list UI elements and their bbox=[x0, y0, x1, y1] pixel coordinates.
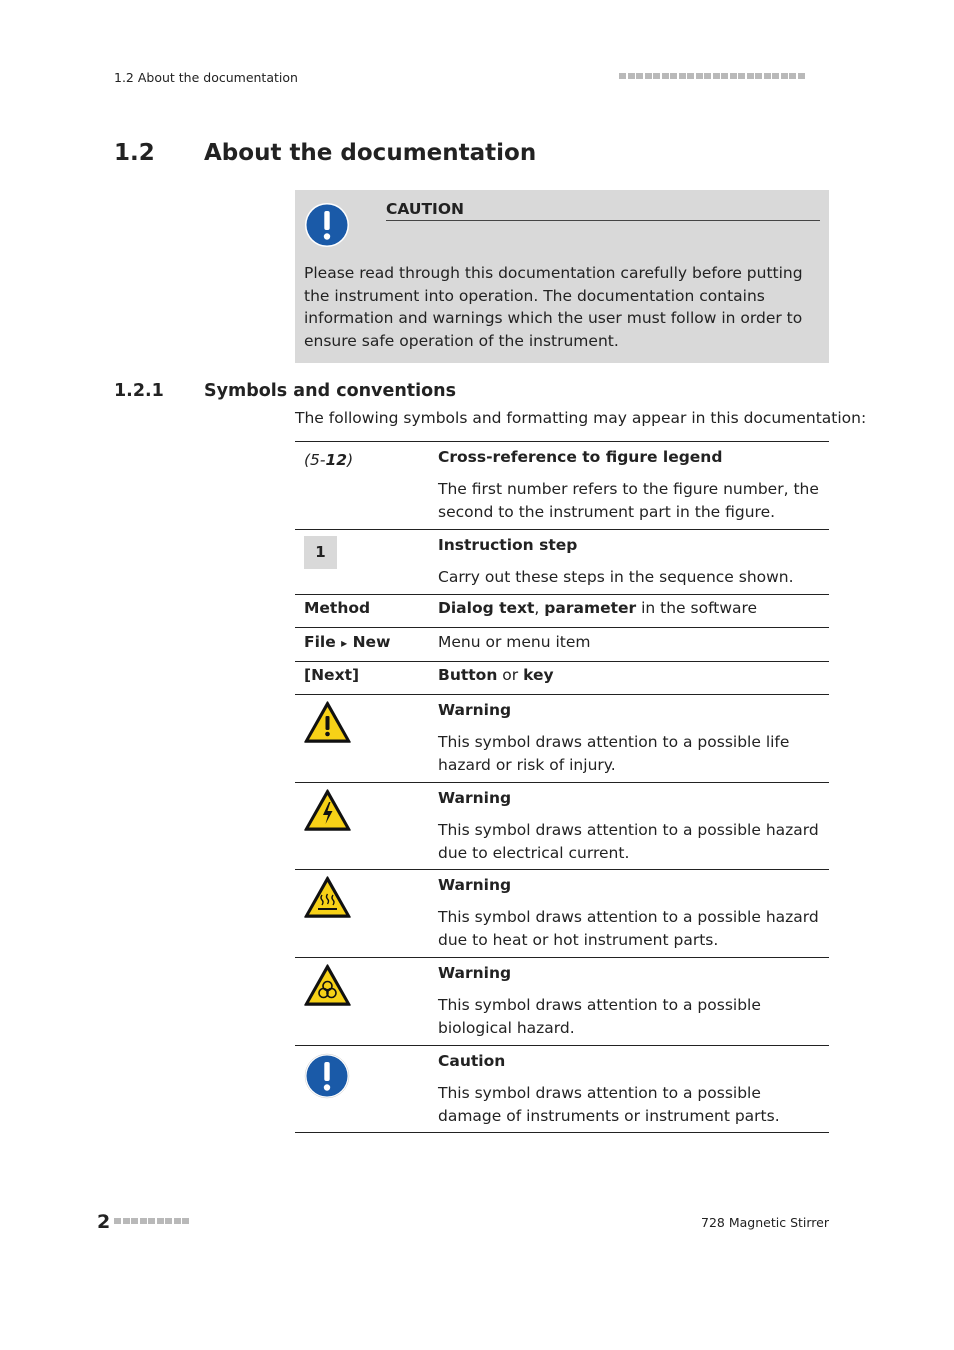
decor-square bbox=[772, 73, 779, 79]
row-title: Instruction step bbox=[438, 536, 578, 554]
decor-square bbox=[653, 73, 660, 79]
product-name: 728 Magnetic Stirrer bbox=[701, 1215, 829, 1230]
row-description: Carry out these steps in the sequence shown. bbox=[438, 568, 794, 586]
subsection-number: 1.2.1 bbox=[114, 381, 164, 401]
decor-square bbox=[679, 73, 686, 79]
intro-text: The following symbols and formatting may appear in this documentation: bbox=[295, 409, 867, 427]
row-description: Menu or menu item bbox=[438, 633, 591, 651]
row-title: Warning bbox=[438, 701, 512, 719]
row-title: Caution bbox=[438, 1052, 506, 1070]
caution-title: CAUTION bbox=[386, 200, 820, 221]
separator: , bbox=[534, 599, 545, 617]
method-label: Method bbox=[304, 599, 371, 617]
decor-square bbox=[123, 1218, 130, 1224]
method-rest: in the software bbox=[636, 599, 758, 617]
decor-square bbox=[764, 73, 771, 79]
decor-square bbox=[704, 73, 711, 79]
menu-file: File bbox=[304, 633, 336, 651]
xref-example bbox=[304, 451, 353, 469]
table-row-warning-electrical bbox=[295, 783, 829, 870]
step-number-badge: 1 bbox=[304, 536, 337, 569]
conventions-table bbox=[295, 441, 829, 1133]
row-description: This symbol draws attention to a possible hazard due to electrical current. bbox=[438, 821, 819, 862]
decor-square bbox=[670, 73, 677, 79]
row-description: This symbol draws attention to a possible damage of instruments or instrument parts. bbox=[438, 1084, 780, 1125]
row-description: This symbol draws attention to a possible life hazard or risk of injury. bbox=[438, 733, 790, 774]
decor-square bbox=[114, 1218, 121, 1224]
caution-exclamation-icon bbox=[304, 1053, 350, 1099]
menu-example bbox=[304, 633, 390, 651]
decor-square bbox=[131, 1218, 138, 1224]
row-title: Warning bbox=[438, 789, 512, 807]
decor-square bbox=[755, 73, 762, 79]
table-row-menu bbox=[295, 628, 829, 662]
header-decoration bbox=[619, 73, 829, 81]
running-header: 1.2 About the documentation bbox=[114, 70, 298, 85]
subsection-title: Symbols and conventions bbox=[204, 381, 457, 401]
section-title: About the documentation bbox=[204, 140, 537, 166]
decor-square bbox=[645, 73, 652, 79]
decor-square bbox=[747, 73, 754, 79]
hot-surface-icon bbox=[304, 876, 351, 918]
row-description: The first number refers to the figure number, the second to the instrument part in the figure. bbox=[438, 480, 819, 521]
decor-square bbox=[721, 73, 728, 79]
table-row-method bbox=[295, 595, 829, 628]
table-row-warning-heat bbox=[295, 870, 829, 958]
button-example: [Next] bbox=[304, 666, 360, 684]
xref-prefix: (5- bbox=[304, 451, 326, 469]
table-row-caution bbox=[295, 1046, 829, 1133]
decor-square bbox=[696, 73, 703, 79]
row-title: Cross-reference to figure legend bbox=[438, 448, 723, 466]
row-title: Warning bbox=[438, 876, 512, 894]
decor-square bbox=[148, 1218, 155, 1224]
section-number: 1.2 bbox=[114, 140, 155, 166]
decor-square bbox=[789, 73, 796, 79]
xref-suffix: ) bbox=[347, 451, 354, 469]
footer-decoration bbox=[114, 1218, 191, 1237]
decor-square bbox=[174, 1218, 181, 1224]
decor-square bbox=[662, 73, 669, 79]
row-title: Warning bbox=[438, 964, 512, 982]
or-word: or bbox=[497, 666, 524, 684]
parameter-example: parameter bbox=[544, 599, 637, 617]
decor-square bbox=[619, 73, 626, 79]
biohazard-icon bbox=[304, 964, 351, 1006]
row-description: This symbol draws attention to a possible biological hazard. bbox=[438, 996, 761, 1037]
key-word: key bbox=[523, 666, 554, 684]
electrical-hazard-icon bbox=[304, 789, 351, 831]
row-description: This symbol draws attention to a possible hazard due to heat or hot instrument parts. bbox=[438, 908, 819, 949]
decor-square bbox=[798, 73, 805, 79]
caution-text: Please read through this documentation carefully before putting the instrument into operation. The documentation contains information and warnings which the user must follow in order to ensure safe operation of the instrument. bbox=[304, 264, 803, 350]
decor-square bbox=[628, 73, 635, 79]
decor-square bbox=[182, 1218, 189, 1224]
table-row-step bbox=[295, 530, 829, 595]
decor-square bbox=[157, 1218, 164, 1224]
decor-square bbox=[165, 1218, 172, 1224]
table-row-xref bbox=[295, 442, 829, 530]
decor-square bbox=[713, 73, 720, 79]
caution-exclamation-icon bbox=[304, 202, 350, 248]
dialog-text-example: Dialog text bbox=[438, 599, 535, 617]
decor-square bbox=[687, 73, 694, 79]
menu-new: New bbox=[352, 633, 391, 651]
menu-arrow-icon: ▸ bbox=[341, 636, 348, 650]
decor-square bbox=[730, 73, 737, 79]
table-row-warning-bio bbox=[295, 958, 829, 1046]
decor-square bbox=[738, 73, 745, 79]
decor-square bbox=[636, 73, 643, 79]
xref-bold: 12 bbox=[325, 451, 348, 469]
table-row-button bbox=[295, 662, 829, 695]
decor-square bbox=[781, 73, 788, 79]
general-warning-icon bbox=[304, 701, 351, 743]
button-word: Button bbox=[438, 666, 498, 684]
decor-square bbox=[140, 1218, 147, 1224]
page-number: 2 bbox=[97, 1211, 111, 1233]
table-row-warning-general bbox=[295, 695, 829, 783]
